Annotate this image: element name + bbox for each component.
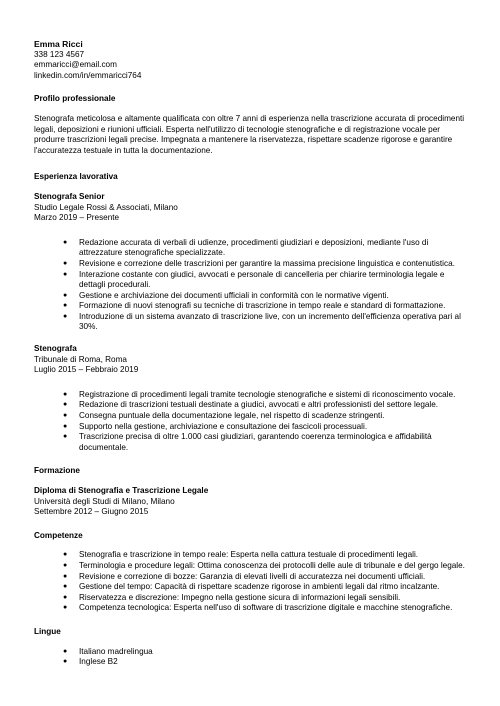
school-name: Università degli Studi di Milano, Milano bbox=[34, 496, 175, 506]
languages-list bbox=[34, 647, 466, 668]
experience-heading: Esperienza lavorativa bbox=[34, 172, 118, 182]
candidate-name: Emma Ricci bbox=[34, 39, 83, 49]
list-item: ● Redazione di trascrizioni testuali destinate a giudici, avvocati e altri professionisti del settore legale. bbox=[63, 400, 466, 411]
list-item: ● Inglese B2 bbox=[63, 657, 466, 668]
linkedin-url: linkedin.com/in/emmaricci764 bbox=[34, 70, 142, 80]
job-bullets bbox=[34, 390, 466, 454]
languages-heading: Lingue bbox=[34, 626, 61, 636]
job-dates: Luglio 2015 – Febbraio 2019 bbox=[34, 365, 139, 375]
job-bullets bbox=[34, 238, 466, 333]
list-item: ● Competenza tecnologica: Esperta nell'uso di software di trascrizione digitale e macchine stenografiche. bbox=[63, 603, 466, 614]
list-item: ● Gestione del tempo: Capacità di rispettare scadenze rigorose in ambienti legali dal ritmo incalzante. bbox=[63, 582, 466, 593]
education-dates: Settembre 2012 – Giugno 2015 bbox=[34, 507, 149, 517]
list-item: ● Italiano madrelingua bbox=[63, 647, 466, 658]
profile-heading: Profilo professionale bbox=[34, 94, 116, 104]
contact-block bbox=[34, 39, 466, 81]
list-item: ● Revisione e correzione delle trascrizioni per garantire la massima precisione linguistica e contenutistica. bbox=[63, 259, 466, 270]
list-item: ● Registrazione di procedimenti legali tramite tecnologie stenografiche e sistemi di riconoscimento vocale. bbox=[63, 390, 466, 401]
job-company: Studio Legale Rossi & Associati, Milano bbox=[34, 202, 178, 212]
job-company: Tribunale di Roma, Roma bbox=[34, 354, 127, 364]
education-heading: Formazione bbox=[34, 466, 80, 476]
list-item: ● Terminologia e procedure legali: Ottima conoscenza dei protocolli delle aule di tribunale e del gergo legale. bbox=[63, 561, 466, 572]
list-item: ● Interazione costante con giudici, avvocati e personale di cancelleria per chiarire terminologia legale e dettagli procedurali. bbox=[63, 270, 466, 291]
job-role: Stenografa bbox=[34, 344, 77, 354]
job-entry bbox=[34, 192, 466, 333]
list-item: ● Trascrizione precisa di oltre 1.000 casi giudiziari, garantendo coerenza terminologica e affidabilità documentale. bbox=[63, 432, 466, 453]
list-item: ● Consegna puntuale della documentazione legale, nel rispetto di scadenze stringenti. bbox=[63, 411, 466, 422]
education-entry bbox=[34, 486, 466, 518]
list-item: ● Formazione di nuovi stenografi su tecniche di trascrizione in tempo reale e standard di formattazione. bbox=[63, 301, 466, 312]
job-dates: Marzo 2019 – Presente bbox=[34, 213, 120, 223]
skills-list bbox=[34, 550, 466, 614]
list-item: ● Riservatezza e discrezione: Impegno nella gestione sicura di informazioni legali sensibili. bbox=[63, 593, 466, 604]
job-role: Stenografa Senior bbox=[34, 191, 105, 201]
phone-number: 338 123 4567 bbox=[34, 49, 85, 59]
list-item: ● Introduzione di un sistema avanzato di trascrizione live, con un incremento dell'efficienza operativa pari al 30%. bbox=[63, 312, 466, 333]
list-item: ● Revisione e correzione di bozze: Garanzia di elevati livelli di accuratezza nei documenti ufficiali. bbox=[63, 572, 466, 583]
degree-title: Diploma di Stenografia e Trascrizione Legale bbox=[34, 486, 209, 495]
list-item: ● Gestione e archiviazione dei documenti ufficiali in conformità con le normative vigenti. bbox=[63, 291, 466, 302]
job-entry bbox=[34, 344, 466, 453]
list-item: ● Redazione accurata di verbali di udienze, procedimenti giudiziari e deposizioni, mediante l'uso di attrezzature stenografiche specializzate. bbox=[63, 238, 466, 259]
profile-text: Stenografa meticolosa e altamente qualificata con oltre 7 anni di esperienza nella trascrizione accurata di procedimenti legali, deposizioni e riunioni ufficiali. Esperta nell'utilizzo di tecnologie stenografiche e di registrazione vocale per produrre trascrizioni legali precise. Impegnata a mantenere la riservatezza, rispettare scadenze rigorose e garantire l'accuratezza testuale in tutta la documentazione. bbox=[34, 113, 465, 155]
skills-heading: Competenze bbox=[34, 530, 83, 540]
list-item: ● Stenografia e trascrizione in tempo reale: Esperta nella cattura testuale di procedimenti legali. bbox=[63, 550, 466, 561]
email-address: emmaricci@email.com bbox=[34, 60, 117, 70]
list-item: ● Supporto nella gestione, archiviazione e consultazione dei fascicoli processuali. bbox=[63, 422, 466, 433]
